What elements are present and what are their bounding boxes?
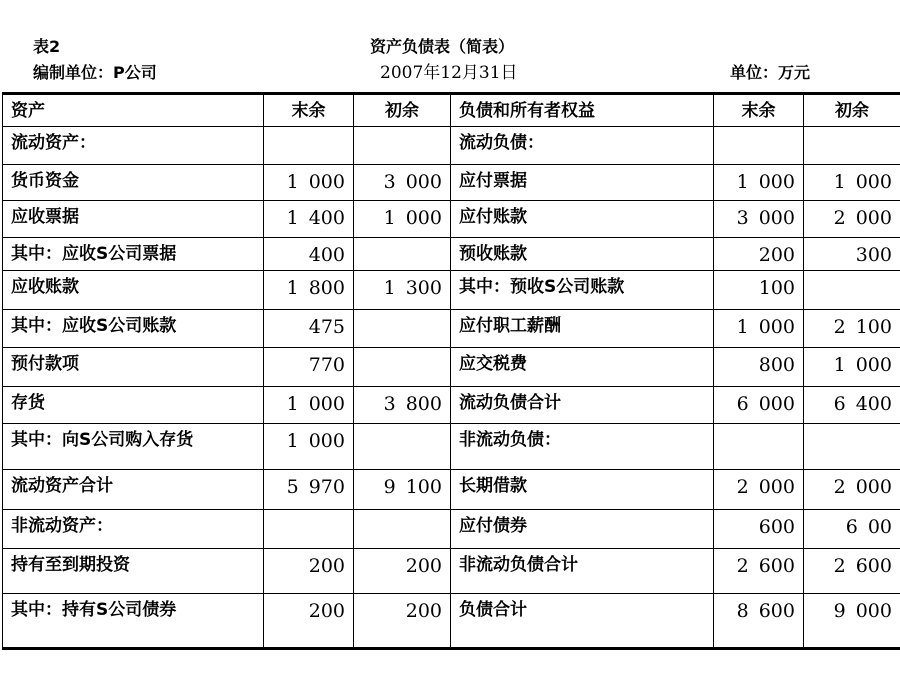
liability-begin-value (804, 127, 900, 165)
table-row (3, 549, 900, 594)
asset-begin-value (354, 424, 451, 470)
liability-begin-value: 6 00 (804, 510, 900, 549)
liability-name: 其中：预收S公司账款 (451, 271, 714, 310)
table-row (3, 271, 900, 310)
liability-begin-value: 300 (804, 238, 900, 271)
asset-end-value: 475 (264, 310, 354, 348)
asset-end-value: 200 (264, 594, 354, 649)
asset-name: 应收账款 (3, 271, 264, 310)
col-asset-begin: 初余 (354, 94, 451, 127)
liability-name: 非流动负债合计 (451, 549, 714, 594)
asset-name: 存货 (3, 387, 264, 424)
asset-begin-value (354, 348, 451, 387)
col-liability-begin: 初余 (804, 94, 900, 127)
liability-end-value: 100 (714, 271, 804, 310)
asset-begin-value: 3 000 (354, 165, 451, 201)
asset-begin-value: 1 000 (354, 201, 451, 238)
col-liability: 负债和所有者权益 (451, 94, 714, 127)
asset-end-value: 400 (264, 238, 354, 271)
col-asset-end: 末余 (264, 94, 354, 127)
table-header-row (3, 94, 900, 127)
asset-begin-value (354, 127, 451, 165)
asset-end-value (264, 510, 354, 549)
liability-name: 应付账款 (451, 201, 714, 238)
table-row (3, 470, 900, 510)
prepared-by: 编制单位：P公司 (33, 63, 157, 82)
asset-end-value: 1 800 (264, 271, 354, 310)
table-row (3, 238, 900, 271)
table-row (3, 424, 900, 470)
asset-name: 其中：应收S公司账款 (3, 310, 264, 348)
asset-name: 流动资产合计 (3, 470, 264, 510)
table-row (3, 310, 900, 348)
asset-name: 其中：持有S公司债券 (3, 594, 264, 649)
asset-end-value: 200 (264, 549, 354, 594)
liability-name: 应付职工薪酬 (451, 310, 714, 348)
table-row (3, 127, 900, 165)
liability-end-value: 8 600 (714, 594, 804, 649)
liability-name: 长期借款 (451, 470, 714, 510)
liability-name: 流动负债合计 (451, 387, 714, 424)
asset-name: 其中：向S公司购入存货 (3, 424, 264, 470)
table-row (3, 510, 900, 549)
liability-name: 应付票据 (451, 165, 714, 201)
liability-begin-value (804, 424, 900, 470)
liability-end-value: 2 000 (714, 470, 804, 510)
liability-end-value: 2 600 (714, 549, 804, 594)
asset-end-value (264, 127, 354, 165)
asset-begin-value (354, 310, 451, 348)
liability-name: 流动负债： (451, 127, 714, 165)
col-asset: 资产 (3, 94, 264, 127)
liability-begin-value: 6 400 (804, 387, 900, 424)
liability-begin-value: 2 100 (804, 310, 900, 348)
liability-name: 负债合计 (451, 594, 714, 649)
asset-end-value: 1 400 (264, 201, 354, 238)
asset-name: 预付款项 (3, 348, 264, 387)
asset-end-value: 1 000 (264, 387, 354, 424)
col-liability-end: 末余 (714, 94, 804, 127)
liability-end-value: 800 (714, 348, 804, 387)
liability-begin-value: 2 600 (804, 549, 900, 594)
table-row (3, 201, 900, 238)
asset-begin-value: 200 (354, 594, 451, 649)
page-title: 资产负债表（简表） (370, 37, 515, 56)
asset-name: 持有至到期投资 (3, 549, 264, 594)
table-row (3, 594, 900, 649)
liability-end-value: 600 (714, 510, 804, 549)
table-row (3, 165, 900, 201)
liability-name: 预收账款 (451, 238, 714, 271)
liability-end-value: 3 000 (714, 201, 804, 238)
liability-end-value: 1 000 (714, 165, 804, 201)
liability-end-value (714, 424, 804, 470)
balance-sheet-table (2, 92, 900, 650)
table-row (3, 348, 900, 387)
liability-begin-value (804, 271, 900, 310)
liability-end-value: 1 000 (714, 310, 804, 348)
asset-end-value: 1 000 (264, 165, 354, 201)
liability-name: 非流动负债： (451, 424, 714, 470)
liability-begin-value: 2 000 (804, 470, 900, 510)
liability-begin-value: 2 000 (804, 201, 900, 238)
asset-name: 流动资产： (3, 127, 264, 165)
asset-name: 其中：应收S公司票据 (3, 238, 264, 271)
asset-begin-value: 1 300 (354, 271, 451, 310)
report-date: 2007年12月31日 (380, 63, 518, 83)
unit-label: 单位：万元 (730, 63, 811, 82)
liability-begin-value: 9 000 (804, 594, 900, 649)
asset-end-value: 770 (264, 348, 354, 387)
liability-begin-value: 1 000 (804, 165, 900, 201)
asset-begin-value: 200 (354, 549, 451, 594)
table-row (3, 387, 900, 424)
liability-end-value: 6 000 (714, 387, 804, 424)
asset-begin-value: 9 100 (354, 470, 451, 510)
asset-end-value: 5 970 (264, 470, 354, 510)
asset-name: 货币资金 (3, 165, 264, 201)
asset-begin-value (354, 238, 451, 271)
liability-name: 应交税费 (451, 348, 714, 387)
liability-begin-value: 1 000 (804, 348, 900, 387)
liability-end-value: 200 (714, 238, 804, 271)
asset-begin-value (354, 510, 451, 549)
table-number: 表2 (33, 37, 61, 56)
liability-name: 应付债券 (451, 510, 714, 549)
asset-name: 非流动资产： (3, 510, 264, 549)
asset-begin-value: 3 800 (354, 387, 451, 424)
asset-name: 应收票据 (3, 201, 264, 238)
asset-end-value: 1 000 (264, 424, 354, 470)
liability-end-value (714, 127, 804, 165)
